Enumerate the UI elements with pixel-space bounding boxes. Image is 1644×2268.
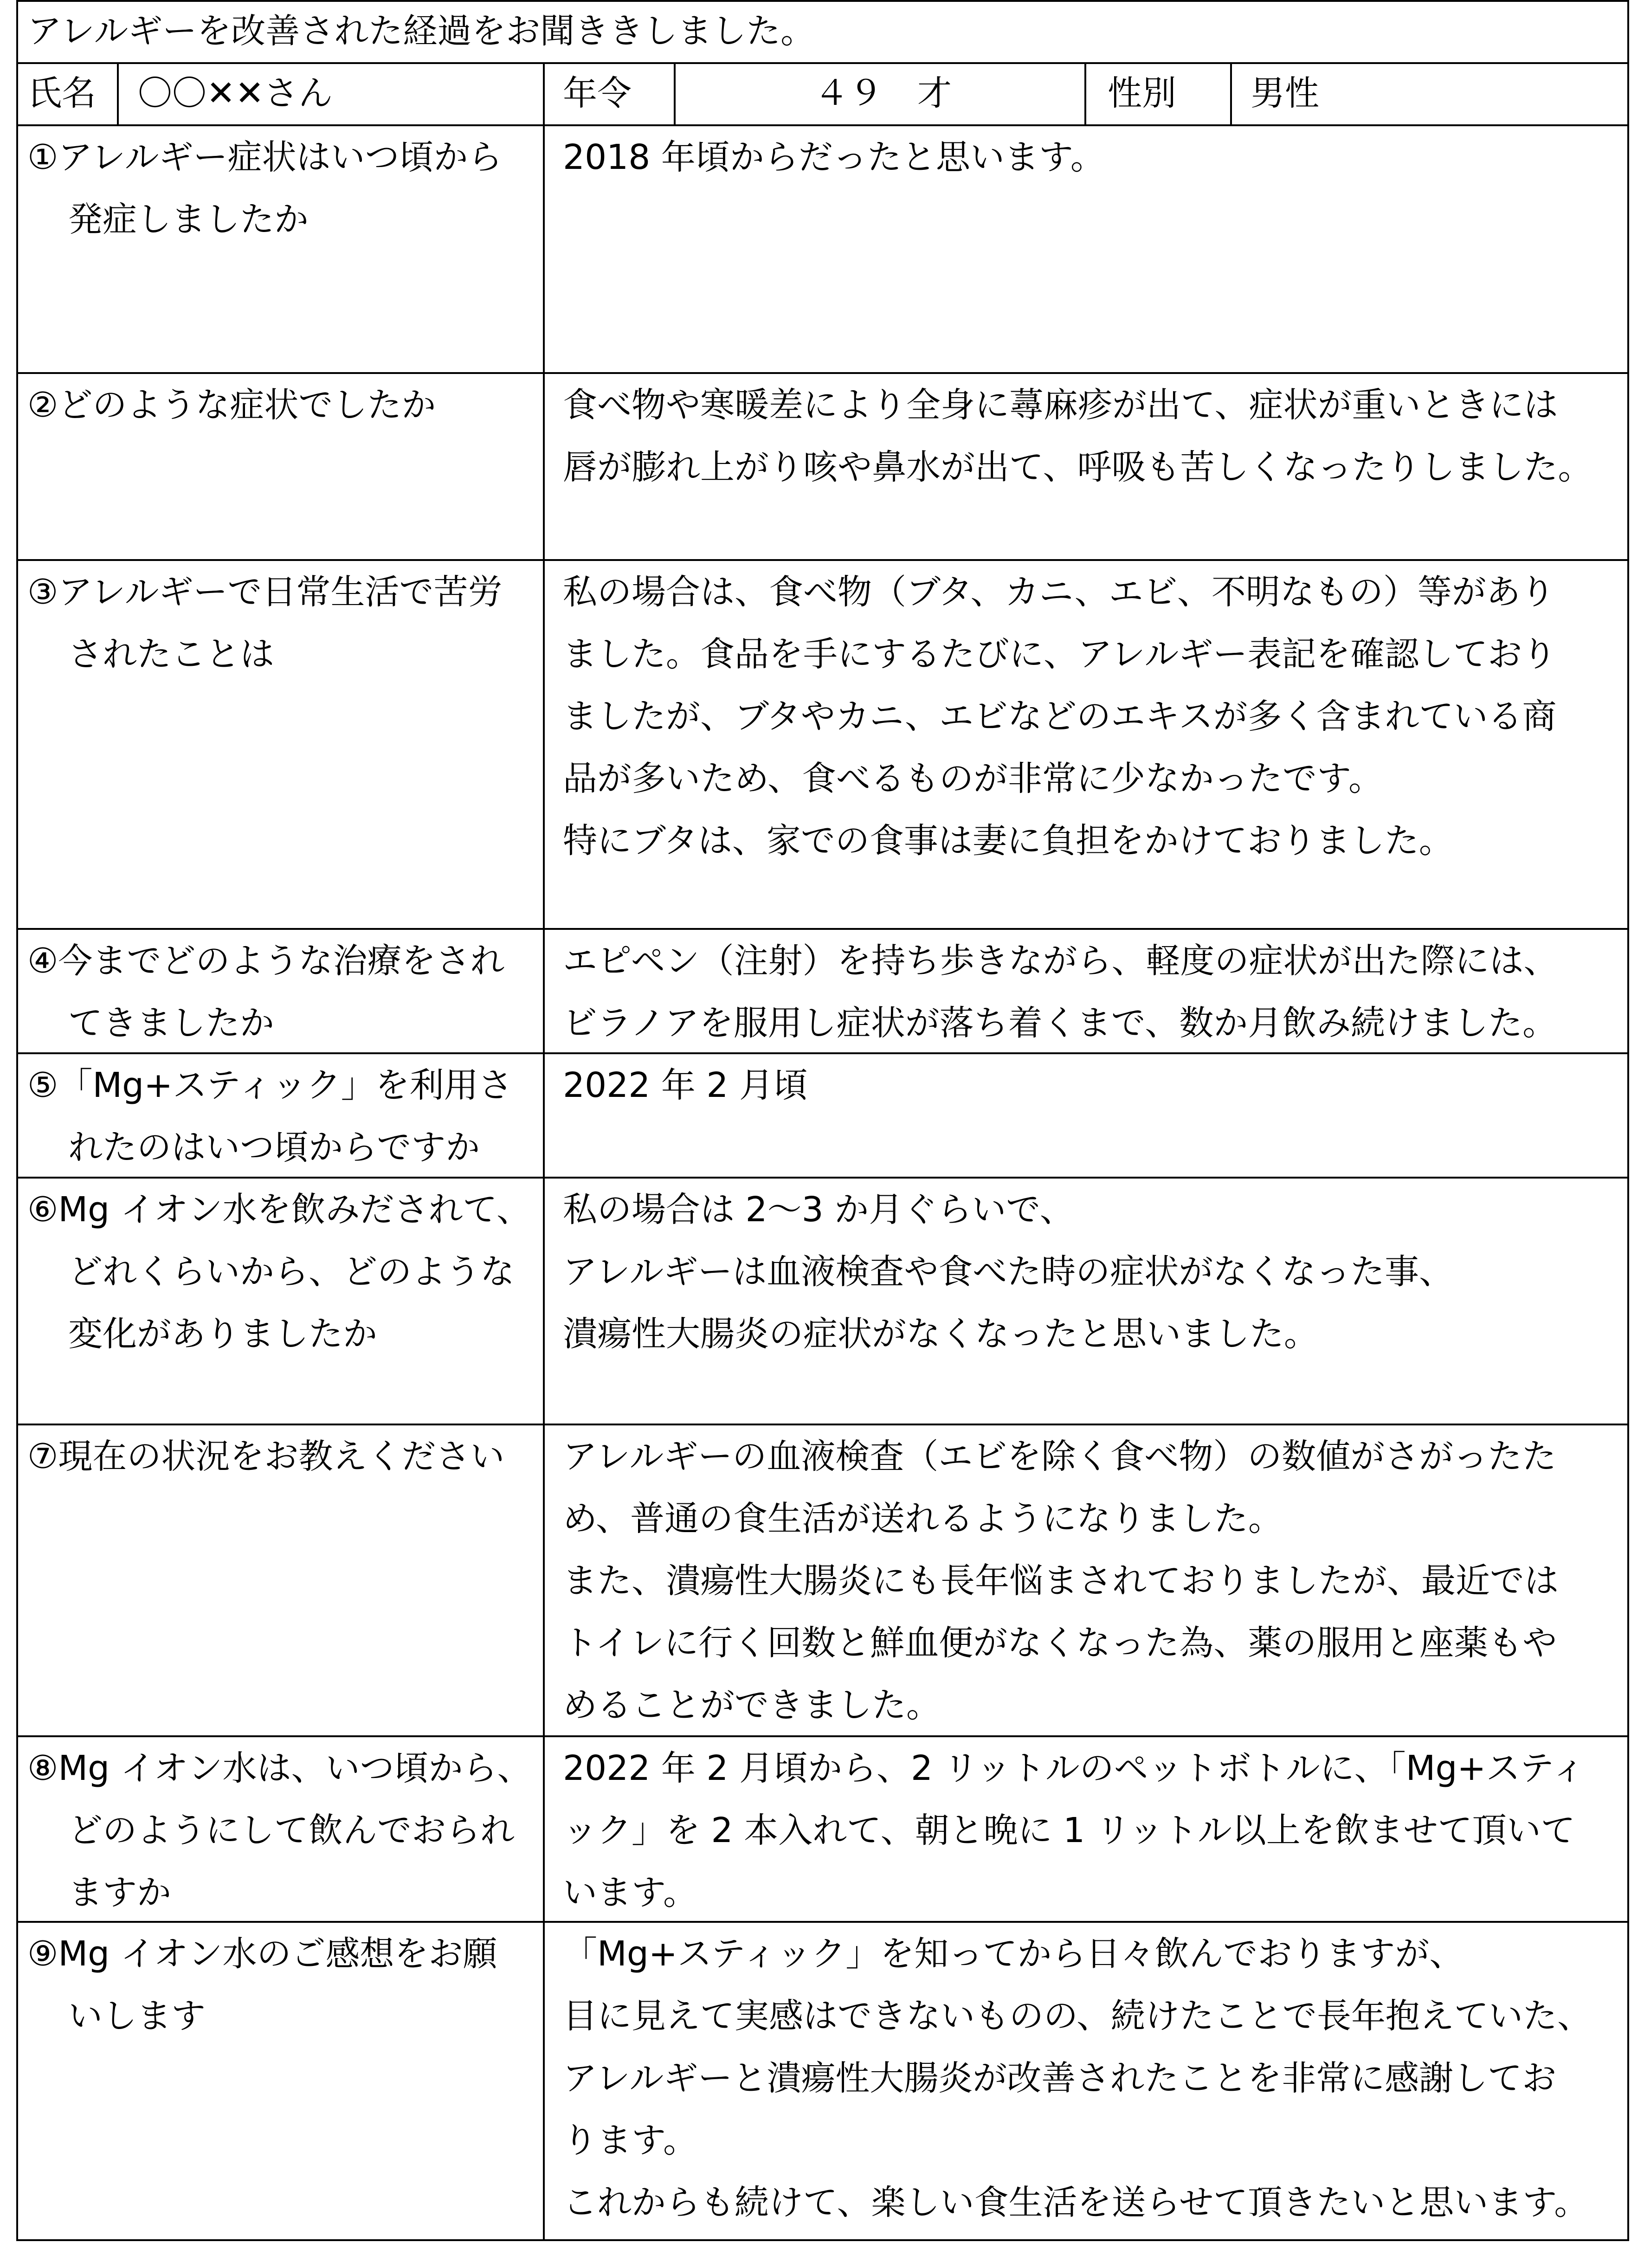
question-line: されたことは — [68, 634, 274, 674]
question-line: どのようにして飲んでおられ — [68, 1811, 515, 1850]
question-7 — [27, 1425, 542, 1488]
age-value: ４９ 才 — [814, 73, 952, 113]
question-line: どれくらいから、どのような — [68, 1252, 515, 1292]
answer-9 — [563, 1923, 1616, 2234]
question-line: ますか — [68, 1873, 171, 1913]
answer-line: 品が多いため、食べるものが非常に少なかったです。 — [563, 759, 1383, 799]
answer-line: ック」を 2 本入れて、朝と晩に 1 リットル以上を飲ませて頂いて — [563, 1811, 1575, 1850]
question-8 — [27, 1737, 542, 1924]
answer-line: 私の場合は 2〜3 か月ぐらいで、 — [563, 1190, 1074, 1230]
question-line: ⑧Mg イオン水は、いつ頃から、 — [27, 1748, 532, 1788]
question-line: ①アレルギー症状はいつ頃から — [27, 137, 503, 177]
question-line: 発症しましたか — [68, 200, 309, 239]
answer-6 — [563, 1179, 1616, 1365]
answer-line: 「Mg+スティック」を知ってから日々飲んでおりますが、 — [563, 1934, 1464, 1974]
question-line: れたのはいつ頃からですか — [68, 1128, 480, 1167]
answer-line: アレルギーは血液検査や食べた時の症状がなくなった事、 — [563, 1252, 1454, 1292]
question-2 — [27, 374, 542, 436]
answer-3 — [563, 561, 1616, 872]
rule-bottom — [16, 2239, 1629, 2241]
answer-7 — [563, 1425, 1616, 1736]
question-6 — [27, 1179, 542, 1365]
rule-question-answer — [543, 62, 545, 2241]
answer-line: 2018 年頃からだったと思います。 — [563, 137, 1105, 177]
question-line: ⑨Mg イオン水のご感想をお願 — [27, 1934, 497, 1974]
name-label: 氏名 — [27, 73, 96, 113]
answer-4 — [563, 930, 1616, 1054]
question-line: いします — [68, 1996, 206, 2036]
rule-left — [16, 0, 18, 2241]
answer-line: これからも続けて、楽しい食生活を送らせて頂きたいと思います。 — [563, 2183, 1589, 2223]
answer-line: め、普通の食生活が送れるようになりました。 — [563, 1499, 1283, 1539]
answer-line: ましたが、ブタやカニ、エビなどのエキスが多く含まれている商 — [563, 696, 1557, 736]
question-line: ⑤「Mg+スティック」を利用さ — [27, 1065, 513, 1105]
question-line: 変化がありましたか — [68, 1314, 377, 1354]
answer-8 — [563, 1737, 1616, 1924]
question-3 — [27, 561, 542, 685]
interview-form — [16, 0, 1629, 2241]
answer-line: 目に見えて実感はできないものの、続けたことで長年抱えていた、 — [563, 1996, 1592, 2036]
age-label: 年令 — [563, 73, 632, 113]
gender-label: 性別 — [1108, 73, 1176, 113]
question-4 — [27, 930, 542, 1054]
answer-1 — [563, 126, 1616, 188]
answer-line: ました。食品を手にするたびに、アレルギー表記を確認しており — [563, 634, 1557, 674]
answer-line: めることができました。 — [563, 1685, 941, 1725]
answer-line: また、潰瘍性大腸炎にも長年悩まされておりましたが、最近では — [563, 1561, 1559, 1601]
answer-line: アレルギーの血液検査（エビを除く食べ物）の数値がさがったた — [563, 1437, 1557, 1476]
question-line: ⑦現在の状況をお教えください — [27, 1437, 505, 1476]
answer-line: 唇が膨れ上がり咳や鼻水が出て、呼吸も苦しくなったりしました。 — [563, 447, 1592, 487]
answer-line: 特にブタは、家での食事は妻に負担をかけておりました。 — [563, 821, 1453, 861]
answer-line: 食べ物や寒暖差により全身に蕁麻疹が出て、症状が重いときには — [563, 385, 1558, 425]
answer-line: アレルギーと潰瘍性大腸炎が改善されたことを非常に感謝してお — [563, 2058, 1557, 2098]
rule-profile-1 — [117, 62, 119, 124]
answer-2 — [563, 374, 1616, 498]
question-line: てきましたか — [68, 1003, 274, 1043]
question-line: ④今までどのような治療をされ — [27, 941, 505, 981]
answer-line: ります。 — [563, 2120, 698, 2160]
answer-5 — [563, 1054, 1616, 1116]
rule-profile-3 — [1084, 62, 1086, 124]
question-5 — [27, 1054, 542, 1179]
answer-line: 私の場合は、食べ物（ブタ、カニ、エビ、不明なもの）等があり — [563, 572, 1555, 612]
answer-line: トイレに行く回数と鮮血便がなくなった為、薬の服用と座薬もや — [563, 1623, 1557, 1663]
answer-line: 潰瘍性大腸炎の症状がなくなったと思いました。 — [563, 1314, 1318, 1354]
answer-line: います。 — [563, 1873, 698, 1913]
answer-line: 2022 年 2 月頃 — [563, 1065, 808, 1105]
question-1 — [27, 126, 542, 251]
gender-value: 男性 — [1251, 73, 1319, 113]
name-value: 〇〇✕✕さん — [138, 73, 333, 113]
question-line: ③アレルギーで日常生活で苦労 — [27, 572, 503, 612]
rule-profile-2 — [674, 62, 676, 124]
question-line: ②どのような症状でしたか — [27, 385, 436, 425]
rule-profile-4 — [1230, 62, 1232, 124]
question-9 — [27, 1923, 542, 2047]
form-title: アレルギーを改善された経過をお聞ききしました。 — [27, 11, 815, 51]
rule-right — [1627, 0, 1629, 2241]
question-line: ⑥Mg イオン水を飲みだされて、 — [27, 1190, 531, 1230]
answer-line: ビラノアを服用し症状が落ち着くまで、数か月飲み続けました。 — [563, 1003, 1557, 1043]
answer-line: 2022 年 2 月頃から、2 リットルのペットボトルに、「Mg+スティ — [563, 1748, 1586, 1788]
answer-line: エピペン（注射）を持ち歩きながら、軽度の症状が出た際には、 — [563, 941, 1558, 981]
